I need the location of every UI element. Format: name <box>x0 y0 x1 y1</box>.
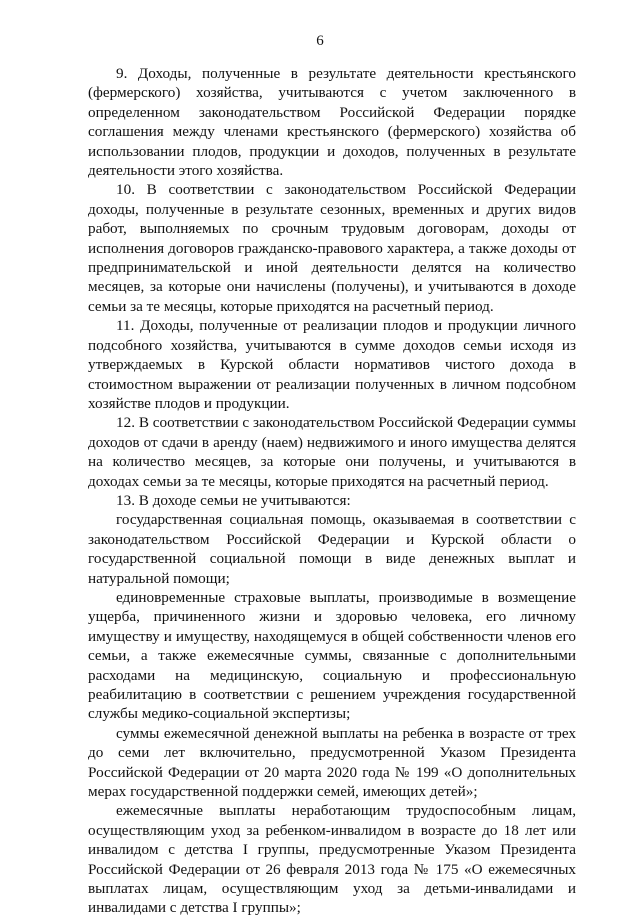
paragraph-item-12: 12. В соответствии с законодательством Российской Федерации суммы доходов от сдачи в аренду (наем) недвижимого и иного имущества делятся на количество месяцев, за которые они получены, и учитываются в доходах семьи за те месяцы, которые приходятся на расчетный период. <box>88 414 576 490</box>
exclusion-child-monthly-payment: суммы ежемесячной денежной выплаты на ребенка в возрасте от трех до семи лет включительно, предусмотренной Указом Президента Российской Федерации от 20 марта 2020 года № 199 «О дополнительных мерах государственной поддержки семей, имеющих детей»; <box>88 724 576 801</box>
paragraph-item-9: 9. Доходы, полученные в результате деятельности крестьянского (фермерского) хозяйства, учитываются с учетом заключенного в определенном законодательством Российской Федерации порядке соглашения между членами крестьянского (фермерского) хозяйства об использовании плодов, продукции и доходов, полученных в результате деятельности этого хозяйства. <box>88 65 576 180</box>
exclusion-state-social-aid: государственная социальная помощь, оказываемая в соответствии с законодательством Российской Федерации и Курской области о государственной социальной помощи в виде денежных выплат и натуральной помощи; <box>88 511 576 587</box>
document-body <box>88 64 576 918</box>
paragraph-item-13: 13. В доходе семьи не учитываются: <box>116 491 351 509</box>
paragraph-item-10: 10. В соответствии с законодательством Российской Федерации доходы, полученные в результате сезонных, временных и других видов работ, выполняемых по срочным трудовым договорам, доходы от исполнения договоров гражданско-правового характера, а также доходы от предпринимательской и иной деятельности делятся на количество месяцев, за которые они начислены (получены), и учитываются в доходе семьи за те месяцы, которые приходятся на расчетный период. <box>88 181 576 315</box>
exclusion-insurance-payments: единовременные страховые выплаты, производимые в возмещение ущерба, причиненного жизни и здоровью человека, его личному имуществу и имуществу, находящемуся в общей собственности членов его семьи, а также ежемесячные суммы, связанные с дополнительными расходами на медицинскую, социальную и профессиональную реабилитацию в соответствии с решением учреждения государственной службы медико-социальной экспертизы; <box>88 588 576 723</box>
exclusion-caregiver-payments: ежемесячные выплаты неработающим трудоспособным лицам, осуществляющим уход за ребенком-инвалидом в возрасте до 18 лет или инвалидом с детства I группы, предусмотренные Указом Президента Российской Федерации от 26 февраля 2013 года № 175 «О ежемесячных выплатах лицам, осуществляющим уход за детьми-инвалидами и инвалидами с детства I группы»; <box>88 802 576 917</box>
paragraph-item-11: 11. Доходы, полученные от реализации плодов и продукции личного подсобного хозяйства, учитываются в сумме доходов семьи исходя из утверждаемых в Курской области нормативов чистого дохода в стоимостном выражении от реализации полученных в личном подсобном хозяйстве плодов и продукции. <box>88 317 576 412</box>
page-number: 6 <box>316 33 324 49</box>
